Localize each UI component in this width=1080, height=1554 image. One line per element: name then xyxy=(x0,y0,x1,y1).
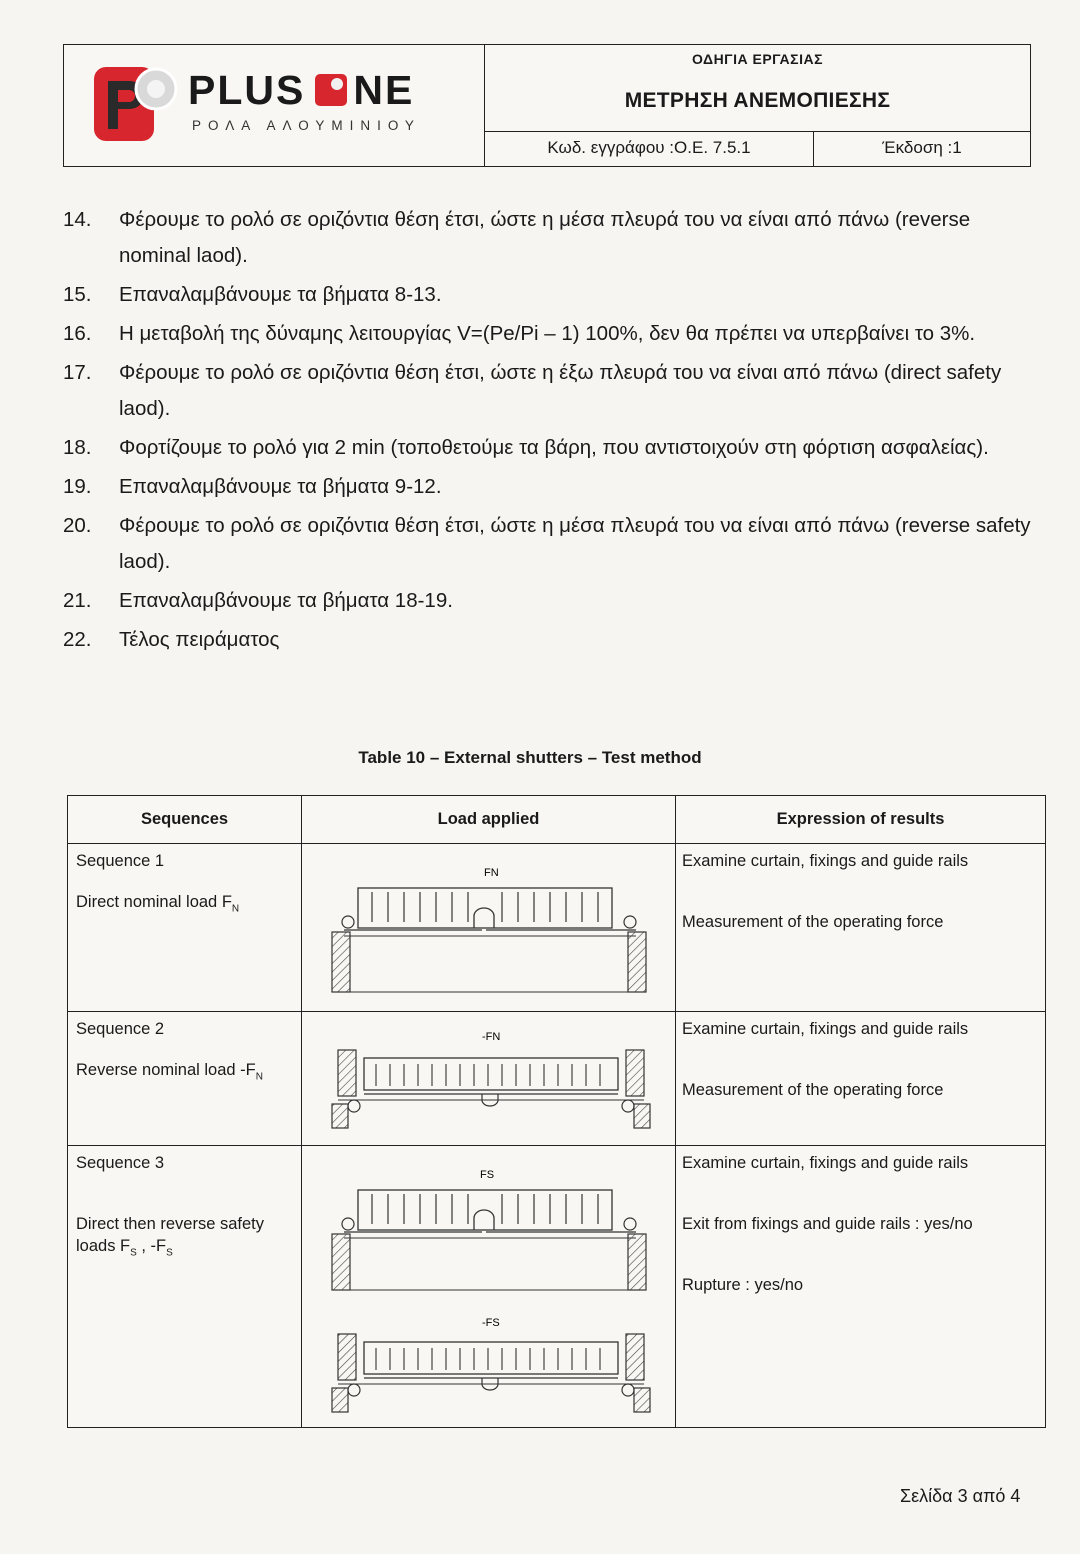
reverse-load-diagram xyxy=(324,1012,654,1132)
table-row xyxy=(68,1012,1046,1146)
step-item: 16. Η μεταβολή της δύναμης λειτουργίας V=(Pe/Pi – 1) 100%, δεν θα πρέπει να υπερβαίνει το 3%. xyxy=(63,322,976,345)
document-version: Έκδοση :1 xyxy=(882,138,962,157)
step-item: 14. Φέρουμε το ρολό σε οριζόντια θέση έτσι, ώστε η μέσα πλευρά του να είναι από πάνω (reverse nominal laod). xyxy=(63,208,971,267)
load-label: FN xyxy=(483,867,499,879)
logo-wordmark: PLUS NE xyxy=(188,67,415,113)
step-item: 22. Τέλος πειράματος xyxy=(63,628,280,651)
step-item: 20. Φέρουμε το ρολό σε οριζόντια θέση έτσι, ώστε η μέσα πλευρά του να είναι από πάνω (reverse safety laod). xyxy=(63,514,1031,573)
column-header: Expression of results xyxy=(676,796,1046,844)
procedure-steps xyxy=(63,202,1031,661)
results-cell: Examine curtain, fixings and guide rails Measurement of the operating force xyxy=(676,1012,1046,1146)
load-diagram-cell xyxy=(302,844,676,1012)
direct-load-diagram xyxy=(324,844,654,994)
safety-load-diagram xyxy=(324,1146,654,1418)
table-caption: Table 10 – External shutters – Test method xyxy=(358,748,702,767)
load-label: -FS xyxy=(481,1317,500,1329)
column-header: Sequences xyxy=(68,796,302,844)
step-item: 17. Φέρουμε το ρολό σε οριζόντια θέση έτσι, ώστε η έξω πλευρά του να είναι από πάνω (direct safety laod). xyxy=(63,361,1002,420)
table-row xyxy=(68,844,1046,1012)
step-item: 19. Επαναλαμβάνουμε τα βήματα 9-12. xyxy=(63,475,442,498)
load-arrows xyxy=(372,892,598,922)
logo-subtitle: ΡΟΛΑ ΑΛΟΥΜΙΝΙΟΥ xyxy=(192,118,421,133)
sequence-description: Direct nominal load $F_N$ xyxy=(76,893,240,915)
results-cell: Examine curtain, fixings and guide rails Exit from fixings and guide rails : yes/no Rupture : yes/no xyxy=(676,1146,1046,1428)
load-diagram-cell xyxy=(302,1012,676,1146)
logo-p-icon xyxy=(92,63,182,145)
document-header xyxy=(63,44,1031,167)
step-item: 18. Φορτίζουμε το ρολό για 2 min (τοποθετούμε τα βάρη, που αντιστοιχούν στη φόρτιση ασφαλείας). xyxy=(63,436,989,459)
page-number: Σελίδα 3 από 4 xyxy=(900,1486,1021,1506)
sequence-cell: Sequence 2 Reverse nominal load $-F_N$ xyxy=(68,1012,302,1146)
load-diagram-cell xyxy=(302,1146,676,1428)
step-item: 21. Επαναλαμβάνουμε τα βήματα 18-19. xyxy=(63,589,453,612)
load-arrows xyxy=(372,1194,598,1224)
results-cell: Examine curtain, fixings and guide rails Measurement of the operating force xyxy=(676,844,1046,1012)
sequence-cell: Sequence 1 Direct nominal load $F_N$ xyxy=(68,844,302,1012)
sequence-cell: Sequence 3 Direct then reverse safety loads $F_S$ , $-F_S$ xyxy=(68,1146,302,1428)
load-arrows xyxy=(376,1348,600,1370)
document-code: Κωδ. εγγράφου :Ο.Ε. 7.5.1 xyxy=(485,132,814,166)
load-arrows xyxy=(376,1064,600,1086)
load-label: FS xyxy=(479,1169,494,1181)
document-title: ΜΕΤΡΗΣΗ ΑΝΕΜΟΠΙΕΣΗΣ xyxy=(624,89,891,112)
sequence-description: Reverse nominal load $-F_N$ xyxy=(76,1061,263,1083)
table-header-row xyxy=(68,796,1046,844)
sequence-description: Direct then reverse safety loads $F_S$ , $-F_S$ xyxy=(76,1215,264,1259)
test-method-table xyxy=(67,795,1046,1428)
table-row xyxy=(68,1146,1046,1428)
logo-o-icon xyxy=(315,74,347,106)
document-type: ΟΔΗΓΙΑ ΕΡΓΑΣΙΑΣ xyxy=(692,51,823,67)
column-header: Load applied xyxy=(302,796,676,844)
company-logo xyxy=(64,45,485,166)
load-label: -FN xyxy=(481,1031,500,1043)
document-meta xyxy=(485,131,1030,166)
step-item: 15. Επαναλαμβάνουμε τα βήματα 8-13. xyxy=(63,283,442,306)
document-info xyxy=(485,45,1030,166)
